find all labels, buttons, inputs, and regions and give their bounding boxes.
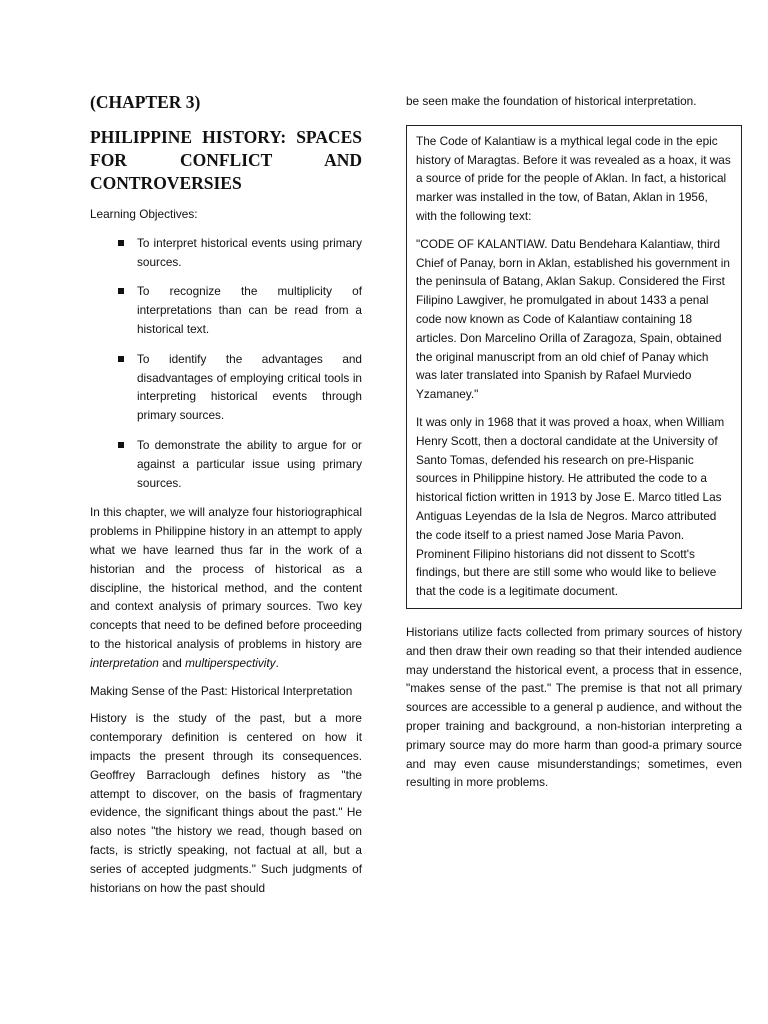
right-column: [406, 92, 742, 792]
objective-item: To interpret historical events using primary sources.: [118, 234, 362, 272]
chapter-title-line-1: PHILIPPINE HISTORY: SPACES: [90, 127, 362, 147]
historians-paragraph: Historians utilize facts collected from primary sources of history and then draw their own reading so that their intended audience may understand the historical event, a process that in essence, "makes sense of the past." The premise is that not all primary sources are accessible to a general p audience, and without the proper training and background, a non-historian interpreting a primary source may do more harm than good-a primary source and may even cause misunderstandings; sometimes, even resulting in more problems.: [406, 624, 742, 790]
chapter-label: (CHAPTER 3): [90, 92, 201, 112]
chapter-title-line-3: CONTROVERSIES: [90, 173, 242, 193]
objective-item: To recognize the multiplicity of interpretations than can be read from a historical text.: [118, 282, 362, 338]
chapter-title: [90, 126, 362, 195]
objective-item: To identify the advantages and disadvantages of employing critical tools in interpreting historical events through primary sources.: [118, 350, 362, 425]
intro-paragraph: In this chapter, we will analyze four historiographical problems in Philippine history in an attempt to apply what we have learned thus far in the work of a historian and the process of historical as a discipline, the historical method, and the content and context analysis of primary sources. Two key concepts that need to be defined before proceeding to the historical analysis of problems in history are interpretation and multiperspectivity.: [90, 505, 362, 670]
continuation-paragraph: be seen make the foundation of historical interpretation.: [406, 94, 697, 108]
objective-item: To demonstrate the ability to argue for or against a particular issue using primary sources.: [118, 436, 362, 492]
chapter-title-line-2: FOR CONFLICT AND: [90, 150, 362, 170]
history-paragraph: History is the study of the past, but a more contemporary definition is centered on how it impacts the present through its consequences. Geoffrey Barraclough defines history as "the attempt to discover, on the basis of fragmentary evidence, the significant things about the past." He also notes "the history we read, though based on facts, is strictly speaking, not factual at all, but a series of accepted judgments." Such judgments of historians on how the past should: [90, 711, 362, 895]
left-column: [90, 92, 362, 897]
learning-objectives-heading: Learning Objectives:: [90, 207, 198, 221]
square-bullet-icon: [118, 240, 124, 246]
square-bullet-icon: [118, 288, 124, 294]
square-bullet-icon: [118, 356, 124, 362]
term-interpretation: interpretation: [90, 655, 159, 670]
kalantiaw-box: [406, 125, 742, 609]
objectives-list: [118, 234, 362, 493]
box-paragraph-2: "CODE OF KALANTIAW. Datu Bendehara Kalantiaw, third Chief of Panay, born in Aklan, established his government in the peninsula of Batang, Aklan Sakup. Considered the First Filipino Lawgiver, he promulgated in about 1433 a penal code now known as Code of Kalantiaw containing 18 articles. Don Marcelino Orilla of Zaragoza, Spain, obtained the original manuscript from an old chief of Panay which was later translated into Spanish by Rafael Murviedo Yzamaney.": [416, 236, 730, 402]
box-paragraph-3: It was only in 1968 that it was proved a hoax, when William Henry Scott, then a doctoral candidate at the University of Santo Tomas, defended his research on pre-Hispanic sources in Philippine history. He attributed the code to a historical fiction written in 1913 by Jose E. Marco titled Las Antiguas Leyendas de la Isla de Negros. Marco attributed the code itself to a priest named Jose Maria Pavon. Prominent Filipino historians did not dissent to Scott's findings, but there are still some who would like to believe that the code is a legitimate document.: [416, 414, 725, 599]
term-multiperspectivity: multiperspectivity: [185, 655, 276, 670]
square-bullet-icon: [118, 442, 124, 448]
box-paragraph-1: The Code of Kalantiaw is a mythical legal code in the epic history of Maragtas. Before it was revealed as a hoax, it was a source of pride for the people of Aklan. In fact, a historical marker was installed in the tow, of Batan, Aklan in 1956, with the following text:: [416, 133, 731, 223]
section-heading: Making Sense of the Past: Historical Interpretation: [90, 683, 353, 698]
